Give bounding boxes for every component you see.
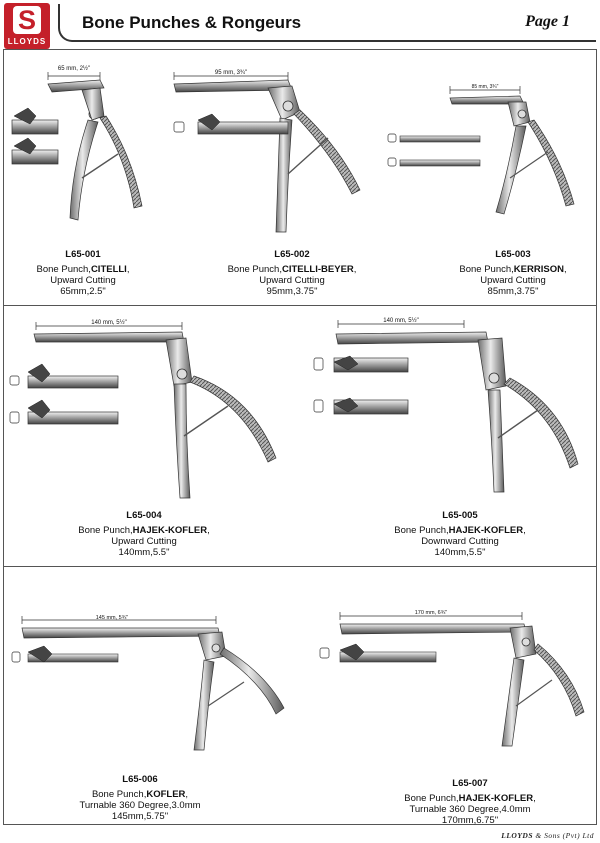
product-name: Bone Punch,HAJEK-KOFLER,: [78, 525, 210, 536]
product-l65-004: [64, 510, 224, 558]
product-code: L65-005: [442, 510, 478, 521]
product-code: L65-007: [452, 778, 488, 789]
product-name: Bone Punch,KOFLER,: [91, 789, 189, 800]
product-l65-006: [60, 774, 220, 822]
product-l65-002: [222, 249, 362, 297]
product-size: 145mm,5.75": [111, 811, 169, 822]
footer-company: LLOYDS & Sons (Pvt) Ltd: [501, 831, 594, 840]
logo-text: LLOYDS: [7, 37, 47, 46]
product-code: L65-003: [495, 249, 531, 260]
product-desc: Turnable 360 Degree,4.0mm: [409, 804, 531, 815]
product-code: L65-001: [65, 249, 101, 260]
product-image-l65-006: [8, 610, 298, 760]
dimension-label: 145 mm, 5¾": [95, 615, 129, 621]
product-desc: Downward Cutting: [421, 536, 499, 547]
product-name: Bone Punch,KERRISON,: [459, 264, 567, 275]
logo-letter: S: [13, 6, 41, 34]
row-divider: [3, 305, 597, 306]
product-desc: Upward Cutting: [259, 275, 325, 286]
product-size: 140mm,5.5": [434, 547, 486, 558]
product-size: 85mm,3.75": [487, 286, 539, 297]
product-size: 140mm,5.5": [118, 547, 170, 558]
product-l65-001: [18, 249, 148, 297]
product-l65-007: [382, 778, 558, 826]
dimension-label: 140 mm, 5½": [91, 320, 127, 326]
product-name: Bone Punch,CITELLI,: [36, 264, 130, 275]
product-size: 170mm,6.75": [441, 815, 499, 826]
product-l65-005: [380, 510, 540, 558]
dimension-label: 65 mm, 2½": [57, 66, 91, 72]
page-number: Page 1: [525, 13, 570, 30]
product-desc: Upward Cutting: [50, 275, 116, 286]
product-size: 95mm,3.75": [266, 286, 318, 297]
product-code: L65-006: [122, 774, 158, 785]
product-desc: Upward Cutting: [111, 536, 177, 547]
product-size: 65mm,2.5": [60, 286, 106, 297]
dimension-label: 140 mm, 5½": [383, 318, 419, 324]
row-divider: [3, 566, 597, 567]
product-code: L65-004: [126, 510, 162, 521]
company-logo: [4, 3, 50, 49]
product-name: Bone Punch,HAJEK-KOFLER,: [404, 793, 536, 804]
product-image-l65-005: [306, 312, 592, 502]
product-image-l65-002: [168, 64, 368, 244]
product-image-l65-003: [380, 82, 590, 232]
dimension-label: 95 mm, 3¾": [214, 70, 248, 76]
product-image-l65-001: [8, 58, 168, 238]
product-code: L65-002: [274, 249, 310, 260]
product-desc: Turnable 360 Degree,3.0mm: [79, 800, 201, 811]
dimension-label: 85 mm, 3¾": [471, 84, 499, 90]
product-name: Bone Punch,CITELLI-BEYER,: [227, 264, 357, 275]
product-desc: Upward Cutting: [480, 275, 546, 286]
product-image-l65-007: [312, 606, 592, 766]
dimension-label: 170 mm, 6¾": [414, 610, 448, 616]
product-name: Bone Punch,HAJEK-KOFLER,: [394, 525, 526, 536]
page-title: Bone Punches & Rongeurs: [82, 13, 302, 32]
product-l65-003: [448, 249, 578, 297]
product-image-l65-004: [6, 312, 296, 507]
